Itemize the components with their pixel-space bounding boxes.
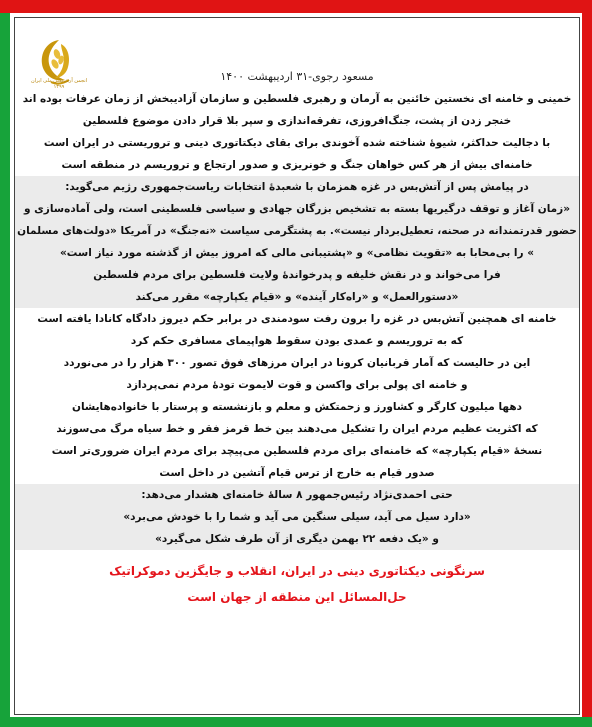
paragraph-block-3: [15, 308, 579, 484]
flag-stripe-red-top: [0, 0, 592, 13]
flag-stripe-red-right: [582, 0, 592, 727]
text-line: «زمان آغاز و توقف درگیریها بسته به تشخیص بزرگان جهادی و سیاسی فلسطینی است، ولی آماده‌سازی و: [24, 203, 570, 215]
text-line: «دارد سیل می آید، سیلی سنگین می آید و شما را با خودش می‌برد»: [123, 511, 471, 523]
logo-caption-line2: ۱۳۹۹: [53, 84, 65, 90]
text-line: که به تروریسم و عمدی بودن سقوط هواپیمای مسافری حکم کرد: [130, 335, 464, 347]
text-line: خامنه ای همچنین آتش‌بس در غزه را برون رفت سودمندی در برابر حکم دیروز دادگاه کانادا یافته است: [37, 313, 557, 325]
text-line: صدور قیام به خارج از ترس قیام آتشین در داخل است: [159, 467, 435, 479]
text-line: حتی احمدی‌نژاد رئیس‌جمهور ۸ سالۀ خامنه‌ای هشدار می‌دهد:: [141, 489, 453, 501]
text-line: » را بی‌محابا به «تقویت نظامی» و «پشتیبانی مالی که امروز بیش از گذشته مورد نیاز است»: [59, 247, 535, 259]
author-date-line: مسعود رجوی-۳۱ اردیبهشت ۱۴۰۰: [220, 70, 374, 83]
flag-stripe-green-bottom: [0, 717, 592, 727]
text-line: و «یک دفعه ۲۲ بهمن دیگری از آن طرف شکل می‌گیرد»: [155, 533, 439, 545]
statement-body: [15, 66, 579, 610]
paragraph-block-2: [15, 176, 579, 308]
text-line: «دستورالعمل» و «راه‌کار آینده» و «قیام یکپارچه» مقرر می‌کند: [135, 291, 459, 303]
spacer: [15, 550, 579, 558]
closing-statement: [15, 558, 579, 610]
text-line: این در حالیست که آمار قربانیان کرونا در ایران مرزهای فوق تصور ۳۰۰ هزار را در می‌نوردد: [63, 357, 531, 369]
text-line: دهها میلیون کارگر و کشاورز و زحمتکش و معلم و بازنشسته و پرستار با خانواده‌هایشان: [71, 401, 522, 413]
text-line: خنجر زدن از پشت، جنگ‌افروزی، تفرقه‌اندازی و سپر بلا قرار دادن موضوع فلسطین: [82, 115, 512, 127]
text-line: که اکثریت عظیم مردم ایران را تشکیل می‌دهند بین خط قرمز فقر و خط سیاه مرگ می‌سوزند: [56, 423, 538, 435]
text-line: خمینی و خامنه ای نخستین خائنین به آرمان و رهبری فلسطین و سازمان آزادیبخش از زمان عرفات بوده اند: [22, 93, 572, 105]
paragraph-block-1: [15, 88, 579, 176]
text-line: خامنه‌ای بیش از هر کس خواهان جنگ و خونریزی و صدور ارتجاع و تروریسم در منطقه است: [61, 159, 533, 171]
text-line: با دجالیت حداکثر، شیوۀ شناخته شده آخوندی برای بقای دیکتاتوری دینی و تروریستی در ایران است: [43, 137, 551, 149]
document-panel: [14, 17, 580, 715]
text-line: و خامنه ای پولی برای واکسن و قوت لایموت تودۀ مردم نمی‌پردازد: [126, 379, 468, 391]
logo-caption-line1: انجمن آرشیتکتی ملی ایران: [30, 78, 88, 84]
text-line: نسخۀ «قیام یکپارچه» که خامنه‌ای برای مردم فلسطین می‌پیچد برای مردم ایران ضروری‌تر است: [51, 445, 543, 457]
text-line: فرا می‌خواند و در نقش خلیفه و پدرخواندۀ ولایت فلسطین برای مردم فلسطین: [93, 269, 501, 281]
text-line: حضور قدرتمندانه در صحنه، تعطیل‌بردار نیست». به پشتگرمی سیاست «نه‌جنگ» در آمریکا «دولت‌های مسلمان: [17, 225, 577, 237]
paragraph-block-4: [15, 484, 579, 550]
closing-line: حل‌المسائل این منطقه از جهان است: [187, 590, 407, 604]
text-line: در پیامش پس از آتش‌بس در غزه همزمان با شعبدۀ انتخابات ریاست‌جمهوری رژیم می‌گوید:: [65, 181, 529, 193]
closing-line: سرنگونی دیکتاتوری دینی در ایران، انقلاب و جایگزین دموکراتیک: [109, 564, 485, 578]
flag-stripe-green-left: [0, 0, 10, 727]
